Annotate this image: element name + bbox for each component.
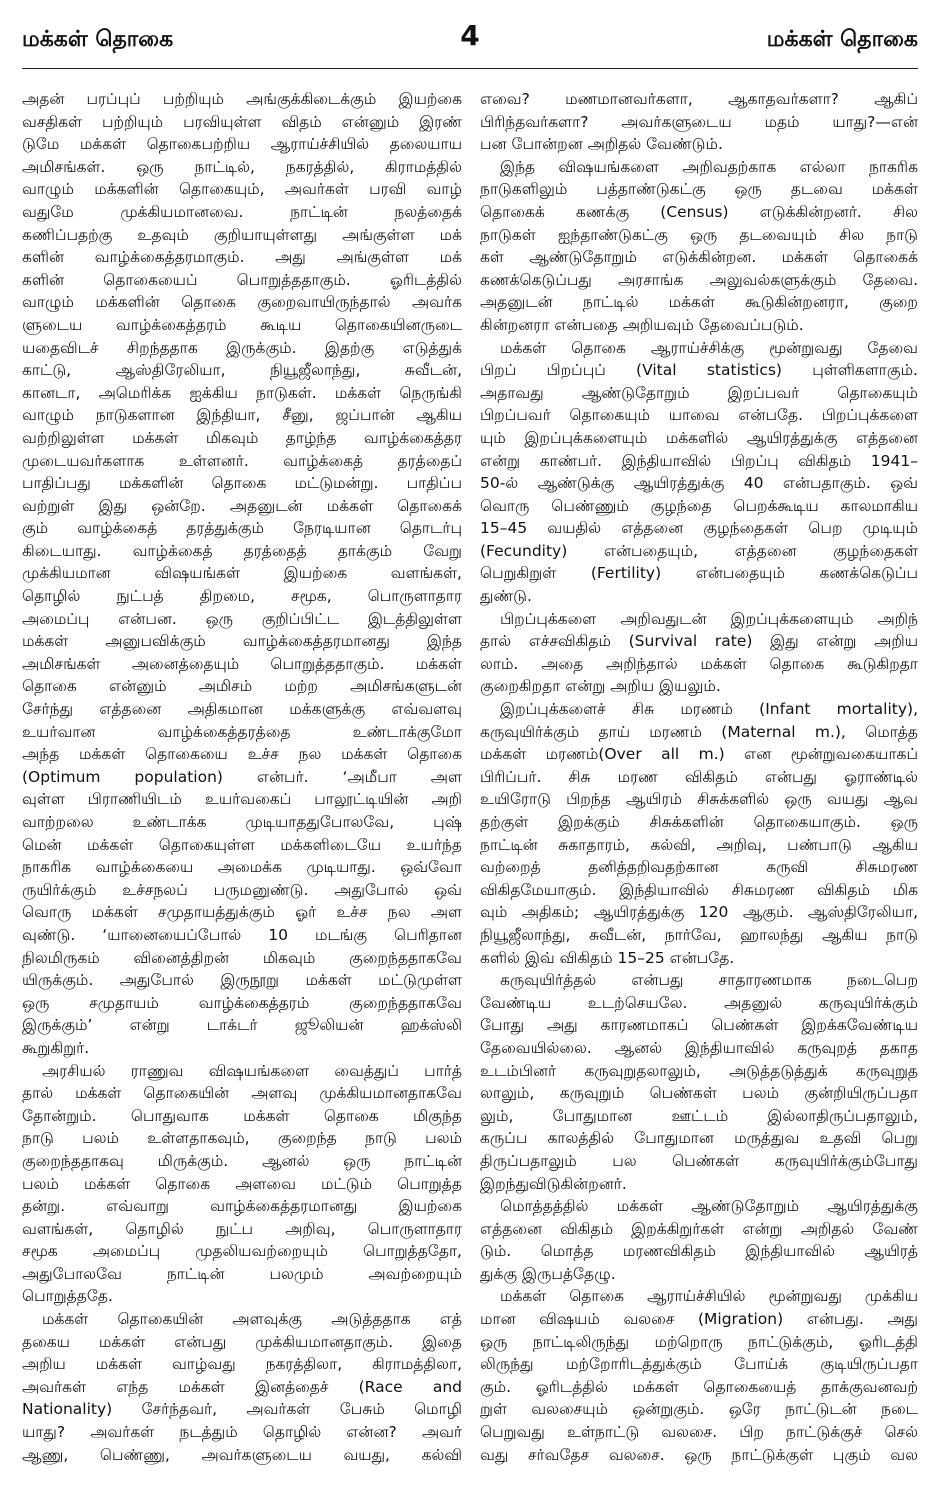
- text-line: வுண்டு. ‘யானையைப்போல் 10 மடங்கு பெரிதான: [22, 925, 462, 944]
- text-line: வசதிகள் பற்றியும் பரவியுள்ள விதம் என்னும் இரண்: [22, 112, 462, 131]
- text-line: காட்டு, ஆஸ்திரேலியா, நியூஜீலாந்து, சுவீடன்,: [22, 361, 462, 380]
- text-line: மக்கள் தொகை ஆராய்ச்சிக்கு மூன்றுவது தேவை: [500, 338, 918, 357]
- text-line: முடையவர்களாக உள்ளனர். வாழ்க்கைத் தரத்தைப்: [22, 451, 462, 470]
- text-line: வதுமே முக்கியமானவை. நாட்டின் நலத்தைக்: [22, 202, 462, 221]
- text-line: கருவுயிர்க்கும் தாய் மரணம் (Maternal m.), மொத்த: [480, 722, 918, 741]
- text-line: பிறப்பவர் தொகையும் யாவை என்பதே. பிறப்புக்களை: [480, 406, 918, 425]
- text-line: இறப்புக்களைச் சிசு மரணம் (Infant mortality),: [500, 700, 918, 719]
- text-line: மக்கள் மரணம்(Over all m.) என மூன்றுவகையாகப்: [480, 745, 918, 764]
- text-line: தொகை என்னும் அமிசம் மற்ற அமிசங்களுடன்: [22, 677, 462, 696]
- paragraph: [480, 156, 918, 337]
- text-line: வற்றைத் தனித்தறிவதற்கான கருவி சிசுமரண: [480, 858, 918, 877]
- text-line: நாடுகளிலும் பத்தாண்டுகட்கு ஒரு தடவை மக்கள்: [480, 180, 918, 199]
- text-line: வாழும் நாடுகளான இந்தியா, சீனு, ஜப்பான் ஆகிய: [22, 406, 462, 425]
- text-line: வொரு மக்கள் சமுதாயத்துக்கும் ஓர் உச்ச நல அள: [22, 903, 462, 922]
- text-line: உயர்வான வாழ்க்கைத்தரத்தை உண்டாக்குமோ: [22, 722, 462, 741]
- text-line: கள் ஆண்டுதோறும் எடுக்கின்றன. மக்கள் தொகைக்: [480, 248, 918, 267]
- text-line: களில் இவ் விகிதம் 15–25 என்பதே.: [480, 948, 735, 967]
- text-line: யும் இறப்புக்களையும் மக்களில் ஆயிரத்துக்கு எத்தனை: [480, 428, 918, 447]
- text-line: சேர்ந்து எத்தனை அதிகமான மக்களுக்கு எவ்வளவு: [22, 700, 462, 719]
- text-line: உடம்பினர் கருவுறுதலாலும், அடுத்தடுத்துக் கருவுறுத: [480, 1061, 918, 1080]
- text-line: திருப்பதாலும் பல பெண்கள் கருவுயிர்க்கும்போது: [480, 1151, 918, 1170]
- text-line: கும். ஓரிடத்தில் மக்கள் தொகையைத் தாக்குவனவற்: [480, 1377, 918, 1396]
- text-line: நாடு பலம் உள்ளதாகவும், குறைந்த நாடு பலம்: [22, 1129, 462, 1148]
- text-line: பலம் மக்கள் தொகை அளவை மட்டும் பொறுத்த: [22, 1174, 462, 1193]
- text-line: மொத்தத்தில் மக்கள் ஆண்டுதோறும் ஆயிரத்துக்கு: [500, 1197, 918, 1216]
- text-line: எத்தனை விகிதம் இறக்கிறுர்கள் என்று அறிதல் வேண்: [480, 1219, 918, 1238]
- text-line: ஆணு, பெண்ணு, அவர்களுடைய வயது, கல்வி: [22, 1445, 462, 1464]
- text-line: (Optimum population) என்பர். ‘அமீபா அள: [22, 767, 462, 786]
- text-line: டும். மொத்த மரணவிகிதம் இந்தியாவில் ஆயிரத்: [480, 1242, 918, 1261]
- text-line: தொழில் நுட்பத் திறமை, சமூக, பொருளாதார: [22, 587, 462, 606]
- paragraph: [480, 698, 918, 969]
- text-line: முக்கியமான விஷயங்கள் இயற்கை வளங்கள்,: [22, 564, 462, 583]
- text-line: ளுடைய வாழ்க்கைத்தரம் கூடிய தொகையினருடை: [22, 315, 462, 334]
- text-line: களின் தொகையைப் பொறுத்ததாகும். ஓரிடத்தில்: [22, 270, 462, 289]
- text-line: எவை? மணமானவர்களா, ஆகாதவர்களா? ஆகிப்: [480, 90, 918, 108]
- running-head-left: மக்கள் தொகை: [22, 27, 174, 52]
- text-line: தால் எச்சவிகிதம் (Survival rate) இது என்று அறிய: [480, 632, 918, 651]
- text-line: தோன்றும். பொதுவாக மக்கள் தொகை மிகுந்த: [22, 1106, 462, 1125]
- text-line: யிருக்கும். அதுபோல் இருநூறு மக்கள் மட்டுமுள்ள: [22, 971, 462, 990]
- text-line: அதன் பரப்புப் பற்றியும் அங்குக்கிடைக்கும் இயற்கை: [22, 90, 462, 108]
- text-line: அமைப்பு என்பன. ஒரு குறிப்பிட்ட இடத்திலுள்ள: [22, 609, 462, 628]
- text-line: மக்கள் அனுபவிக்கும் வாழ்க்கைத்தரமானது இந்த: [22, 632, 462, 651]
- text-line: அதுபோலவே நாட்டின் பலமும் அவற்றையும்: [22, 1264, 462, 1283]
- text-line: குறைந்ததாகவு மிருக்கும். ஆனல் ஒரு நாட்டின்: [22, 1151, 462, 1170]
- text-line: பொறுத்ததே.: [22, 1287, 113, 1306]
- paragraph: [480, 608, 918, 698]
- text-line: அதாவது ஆண்டுதோறும் இறப்பவர் தொகையும்: [480, 383, 918, 402]
- text-line: சமூக அமைப்பு முதலியவற்றையும் பொறுத்ததோ,: [22, 1242, 462, 1261]
- text-line: நியூஜீலாந்து, சுவீடன், நார்வே, ஹாலந்து ஆகிய நாடு: [480, 925, 918, 944]
- text-line: கானடா, அமெரிக்க ஐக்கிய நாடுகள். மக்கள் நெருங்கி: [22, 383, 462, 402]
- text-line: பிரிப்பர். சிசு மரண விகிதம் என்பது ஓராண்டில்: [480, 767, 918, 786]
- text-line: டுமே மக்கள் தொகைபற்றிய ஆராய்ச்சியில் தலையாய: [22, 135, 462, 154]
- paragraph: [480, 969, 918, 1195]
- text-line: கின்றனரா என்பதை அறியவும் தேவைப்படும்.: [480, 315, 804, 334]
- text-line: 15–45 வயதில் எத்தனை குழந்தைகள் பெற முடியும்: [480, 519, 918, 538]
- paragraph: [480, 88, 918, 156]
- text-line: யாது? அவர்கள் நடத்தும் தொழில் என்ன? அவர்: [22, 1423, 462, 1442]
- text-line: அதனுடன் நாட்டில் மக்கள் கூடுகின்றனரா, குறை: [480, 293, 918, 312]
- text-line: ஒரு சமுதாயம் வாழ்க்கைத்தரம் குறைந்ததாகவே: [22, 993, 462, 1012]
- left-column: [22, 88, 462, 1466]
- text-line: கும் வாழ்க்கைத் தரத்துக்கும் நேரடியான தொடர்பு: [22, 519, 462, 538]
- text-line: 50-ல் ஆண்டுக்கு ஆயிரத்துக்கு 40 என்பதாகும். ஒவ்: [480, 474, 918, 493]
- text-line: வாழும் மக்களின் தொகையும், அவர்கள் பரவி வாழ்: [22, 180, 462, 199]
- text-line: யதைவிடச் சிறந்ததாக இருக்கும். இதற்கு எடுத்துக்: [22, 338, 462, 357]
- text-line: அரசியல் ராணுவ விஷயங்களை வைத்துப் பார்த்: [42, 1061, 462, 1080]
- text-line: நாடுகள் ஐந்தாண்டுகட்கு ஒரு தடவையும் சில நாடு: [480, 225, 918, 244]
- text-line: நாட்டின் சுகாதாரம், கல்வி, அறிவு, பண்பாடு ஆகிய: [480, 835, 918, 854]
- text-line: என்று காண்பர். இந்தியாவில் பிறப்பு விகிதம் 1941–: [480, 451, 918, 470]
- text-line: அந்த மக்கள் தொகையை உச்ச நல மக்கள் தொகை: [22, 745, 462, 764]
- text-line: Nationality) சேர்ந்தவர், அவர்கள் பேசும் மொழி: [22, 1400, 462, 1419]
- text-line: தற்குள் இறக்கும் சிசுக்களின் தொகையாகும். ஒரு: [480, 813, 918, 831]
- page-number: 4: [460, 19, 480, 52]
- text-line: கூறுகிறுர்.: [22, 1038, 90, 1057]
- text-line: களின் வாழ்க்கைத்தரமாகும். அது அங்குள்ள மக்: [22, 248, 462, 267]
- text-line: ஒரு நாட்டிலிருந்து மற்றொரு நாட்டுக்கும், ஓரிடத்தி: [480, 1332, 918, 1351]
- text-line: பன போன்றன அறிதல் வேண்டும்.: [480, 135, 723, 154]
- text-line: லாலும், கருவுறும் பெண்கள் பலம் குன்றியிருப்பதா: [480, 1084, 918, 1103]
- text-line: மக்கள் தொகை ஆராய்ச்சியில் மூன்றுவது முக்கிய: [500, 1287, 918, 1306]
- text-line: வது சர்வதேச வலசை. ஒரு நாட்டுக்குள் புகும் வல: [480, 1445, 918, 1464]
- text-line: அவர்கள் எந்த மக்கள் இனத்தைச் (Race and: [22, 1377, 462, 1396]
- text-line: கணிப்பதற்கு உதவும் குறியாயுள்ளது அங்குள்ள மக்: [22, 225, 462, 244]
- text-line: கருப்ப காலத்தில் போதுமான மருத்துவ உதவி பெறு: [480, 1129, 918, 1148]
- text-line: வொரு பெண்ணும் குழந்தை பெறக்கூடிய காலமாகிய: [480, 496, 918, 515]
- text-line: அறிய மக்கள் வாழ்வது நகரத்திலா, கிராமத்திலா,: [22, 1355, 462, 1374]
- text-line: பிறப் பிறப்புப் (Vital statistics) புள்ளிகளாகும்.: [480, 361, 918, 380]
- right-column: [480, 88, 918, 1466]
- text-line: வேண்டிய உடற்செயலே. அதனுல் கருவுயிர்க்கும்: [480, 993, 918, 1012]
- text-line: றுள் வலசையும் ஒன்றுகும். ஒரே நாட்டுடன் நடை: [480, 1400, 918, 1419]
- text-line: ருயிர்க்கும் உச்சநலப் பருமனுண்டு. அதுபோல் ஒவ்: [22, 880, 462, 899]
- paragraph: [480, 337, 918, 608]
- text-line: பிரிந்தவர்களா? அவர்களுடைய மதம் யாது?—என்: [480, 112, 918, 131]
- text-line: இறந்துவிடுகின்றனர்.: [480, 1174, 627, 1193]
- header-rule: [22, 68, 918, 69]
- text-line: வுள்ள பிராணியிடம் உயர்வகைப் பாலூட்டியின் அறி: [22, 790, 462, 809]
- text-line: துக்கு இருபத்தேழு.: [480, 1264, 616, 1283]
- text-line: பெறுகிறுள் (Fertility) என்பதையும் கணக்கெடுப்ப: [480, 564, 918, 583]
- text-line: விகிதமேயாகும். இந்தியாவில் சிசுமரண விகிதம் மிக: [480, 880, 918, 899]
- text-line: லும், போதுமான ஊட்டம் இல்லாதிருப்பதாலும்,: [480, 1106, 918, 1125]
- text-line: வாற்றலை உண்டாக்க முடியாததுபோலவே, புஷ்: [22, 813, 462, 831]
- paragraph: [480, 1195, 918, 1285]
- text-line: கிடையாது. வாழ்க்கைத் தரத்தைத் தாக்கும் வேறு: [22, 541, 462, 560]
- text-line: தன்று. எவ்வாறு வாழ்க்கைத்தரமானது இயற்கை: [22, 1197, 462, 1216]
- paragraph: [22, 88, 462, 1060]
- text-line: (Fecundity) என்பதையும், எத்தனை குழந்தைகள்: [480, 541, 918, 560]
- text-line: பிறப்புக்களை அறிவதுடன் இறப்புக்களையும் அறிந்: [500, 609, 918, 628]
- text-line: போது அது காரணமாகப் பெண்கள் இறக்கவேண்டிய: [480, 1016, 918, 1035]
- text-line: லாம். அதை அறிந்தால் மக்கள் தொகை கூடுகிறதா: [480, 654, 918, 673]
- text-line: வற்றிலுள்ள மக்கள் மிகவும் தாழ்ந்த வாழ்க்கைத்தர: [22, 428, 462, 447]
- paragraph: [480, 1285, 918, 1466]
- text-line: தால் மக்கள் தொகையின் அளவு முக்கியமானதாகவே: [22, 1084, 462, 1103]
- text-line: இந்த விஷயங்களை அறிவதற்காக எல்லா நாகரிக: [500, 157, 918, 176]
- text-line: நிலமிருகம் வினைத்திறன் மிகவும் குறைந்ததாகவே: [22, 948, 462, 967]
- text-line: அமிசங்கள். ஒரு நாட்டில், நகரத்தில், கிராமத்தில்: [22, 157, 462, 176]
- text-line: நாகரிக வாழ்க்கையை அமைக்க முடியாது. ஒவ்வோ: [22, 858, 462, 877]
- text-line: மான விஷயம் வலசை (Migration) என்பது. அது: [480, 1310, 918, 1329]
- text-line: தொகைக் கணக்கு (Census) எடுக்கின்றனர். சில: [480, 202, 918, 221]
- text-line: குறைகிறதா என்று அறிய இயலும்.: [480, 677, 721, 696]
- text-line: பெறுவது உள்நாட்டு வலசை. பிற நாட்டுக்குச் செல்: [480, 1423, 918, 1442]
- text-line: லிருந்து மற்றோரிடத்துக்கும் போய்க் குடியிருப்பதா: [480, 1355, 918, 1374]
- text-line: கணக்கெடுப்பது அரசாங்க அலுவல்களுக்கும் தேவை.: [480, 270, 918, 289]
- text-line: வும் அதிகம்; ஆயிரத்துக்கு 120 ஆகும். ஆஸ்திரேலியா,: [480, 903, 918, 922]
- paragraph: [22, 1060, 462, 1309]
- text-line: வற்றுள் இது ஒன்றே. அதனுடன் மக்கள் தொகைக்: [22, 496, 462, 515]
- text-line: உயிரோடு பிறந்த ஆயிரம் சிசுக்களில் ஒரு வயது ஆவ: [480, 790, 918, 809]
- paragraph: [22, 1308, 462, 1466]
- text-line: பாதிப்பது மக்களின் தொகை மட்டுமன்று. பாதிப்ப: [22, 474, 462, 493]
- running-head-right: மக்கள் தொகை: [766, 27, 918, 52]
- text-line: மென் மக்கள் தொகையுள்ள மக்களிடையே உயர்ந்த: [22, 835, 462, 854]
- text-line: அமிசங்கள் அனைத்தையும் பொறுத்ததாகும். மக்கள்: [22, 654, 462, 673]
- text-line: இருக்கும்’ என்று டாக்டர் ஜூலியன் ஹக்ஸ்லி: [22, 1016, 462, 1035]
- text-line: கருவுயிர்த்தல் என்பது சாதாரணமாக நடைபெற: [500, 971, 918, 990]
- text-line: வாழும் மக்களின் தொகை குறைவாயிருந்தால் அவர்க: [22, 293, 462, 312]
- text-line: மக்கள் தொகையின் அளவுக்கு அடுத்ததாக எத்: [42, 1310, 462, 1329]
- text-line: துண்டு.: [480, 587, 532, 606]
- text-line: வளங்கள், தொழில் நுட்ப அறிவு, பொருளாதார: [22, 1219, 462, 1238]
- text-line: தேவையில்லை. ஆனல் இந்தியாவில் கருவுறத் தகாத: [480, 1038, 918, 1057]
- text-line: தகைய மக்கள் என்பது முக்கியமானதாகும். இதை: [22, 1332, 462, 1351]
